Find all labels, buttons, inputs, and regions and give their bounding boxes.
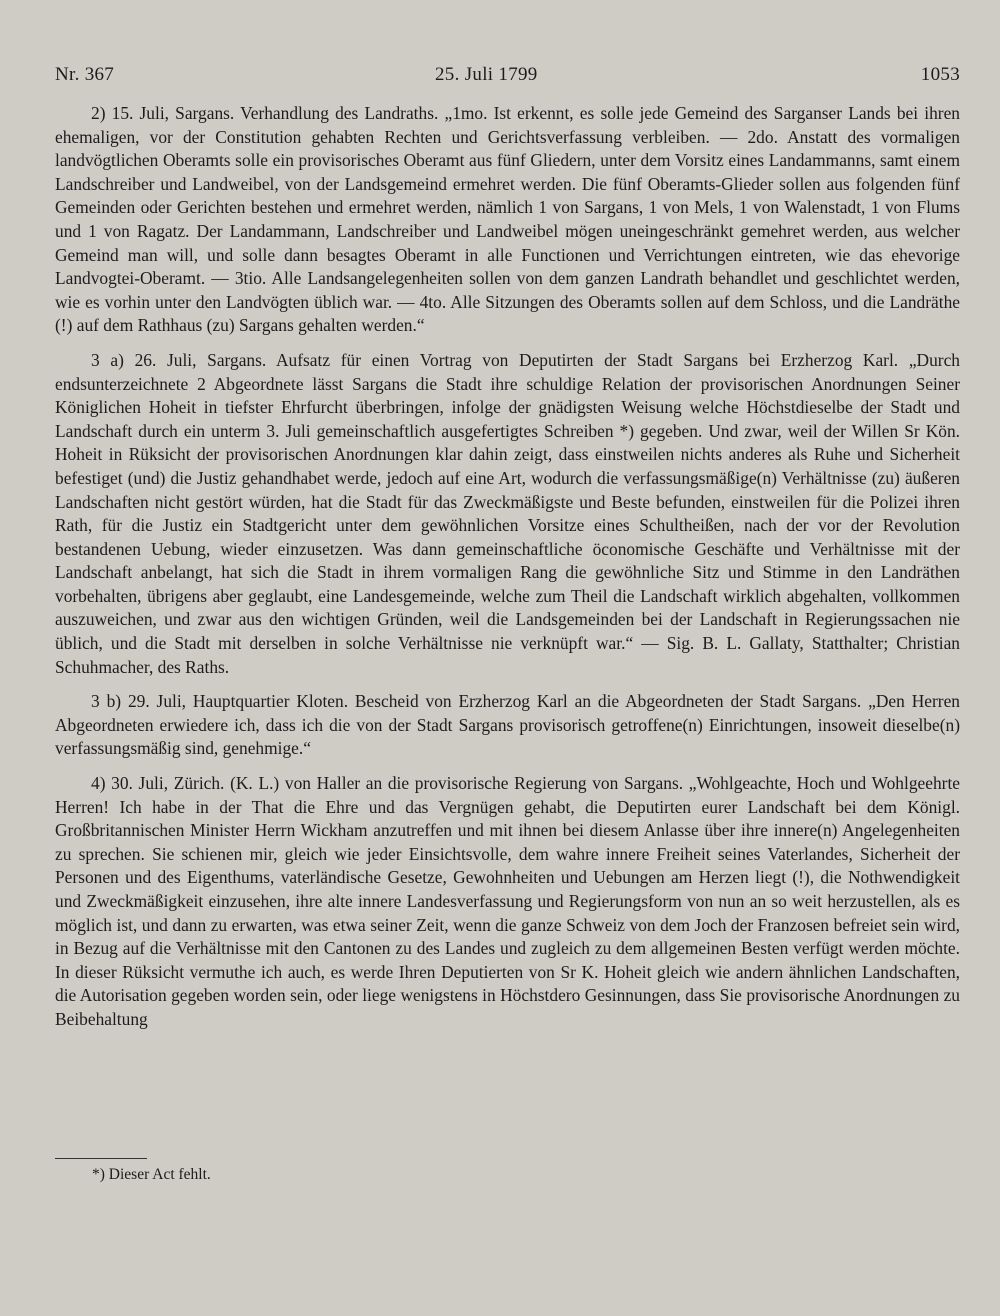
- page-number: 1053: [920, 64, 960, 85]
- header-date: 25. Juli 1799: [435, 64, 538, 85]
- paragraph: 4) 30. Juli, Zürich. (K. L.) von Haller an die provisorische Regierung von Sargans. „Wohlgeachte, Hoch und Wohlgeehrte Herren! Ich habe in der That die Ehre und das Vergnügen gehabt, die Deputirten eurer Landschaft bei dem Königl. Großbritannischen Minister Herrn Wickham anzutreffen und mit ihnen bei diesem Anlasse über ihre innere(n) Angelegenheiten zu sprechen. Sie schienen mir, gleich wie jeder Einsichtsvolle, dem wahre innere Freiheit seines Vaterlandes, Sicherheit der Personen und des Eigenthums, vaterländische Gesetze, Gewohnheiten und Uebungen am Herzen liegt (!), die Nothwendigkeit und Zweckmäßigkeit einzusehen, ihre alte innere Landesverfassung und Regierungsform von nun an so weit herzustellen, als es möglich ist, und dann zu erwarten, was etwa seiner Zeit, wenn die ganze Schweiz von dem Joch der Franzosen befreiet sein wird, in Bezug auf die Verhältnisse mit den Cantonen zu des Landes und zugleich zu dem allgemeinen Besten verfügt werden möchte. In dieser Rüksicht vermuthe ich auch, es werde Ihren Deputierten von Sr K. Hoheit gleich wie andern ähnlichen Landschaften, die Autorisation gegeben worden sein, oder liege wenigstens in Höchstdero Gesinnungen, dass Sie provisorische Anordnungen zu Beibehaltung: [55, 773, 960, 1029]
- paragraph: 2) 15. Juli, Sargans. Verhandlung des Landraths. „1mo. Ist erkennt, es solle jede Gemeind des Sarganser Lands bei ihren ehemaligen, vor der Constitution gehabten Rechten und Gerichtsverfassung verbleiben. — 2do. Anstatt des vormaligen landvögtlichen Oberamts solle ein provisorisches Oberamt aus fünf Gliedern, unter dem Vorsitz eines Landammanns, samt einem Landschreiber und Landweibel, von der Landsgemeind ermehret werden. Die fünf Oberamts-Glieder sollen aus folgenden fünf Gemeinden oder Gerichten bestehen und ermehret werden, nämlich 1 von Sargans, 1 von Mels, 1 von Walenstadt, 1 von Flums und 1 von Ragatz. Der Landammann, Landschreiber und Landweibel mögen uneingeschränkt gemehret werden, aus welcher Gemeind man will, und solle dann besagtes Oberamt in alle Functionen und Verrichtungen eintreten, wie das ehevorige Landvogtei-Oberamt. — 3tio. Alle Landsangelegenheiten sollen von dem ganzen Landrath behandlet und geschlichtet werden, wie es vorhin unter den Landvögten üblich war. — 4to. Alle Sitzungen des Oberamts sollen auf dem Schloss, und die Landräthe (!) auf dem Rathhaus (zu) Sargans gehalten werden.“: [55, 103, 960, 336]
- paragraph: 3 a) 26. Juli, Sargans. Aufsatz für einen Vortrag von Deputirten der Stadt Sargans bei Erzherzog Karl. „Durch endsunterzeichnete 2 Abgeordnete lässt Sargans die Stadt ihre schuldige Relation der provisorischen Anordnungen Seiner Königlichen Hoheit in tiefster Ehrfurcht überbringen, infolge der gnädigsten Weisung welche Höchstdieselbe der Stadt und Landschaft durch ein unterm 3. Juli gemeinschaftlich ausgefertigtes Schreiben *) gegeben. Und zwar, weil der Willen Sr Kön. Hoheit in Rüksicht der provisorischen Anordnungen klar dahin zeigt, dass einstweilen nichts anderes als Ruhe und Sicherheit befestiget (und) die Justiz gehandhabet werde, jedoch auf eine Art, wodurch die verfassungsmäßige(n) Verhältnisse (zu) äußeren Landschaften nicht gestört würden, hat die Stadt für das Zweckmäßigste und Beste befunden, einstweilen für die Polizei ihren Rath, für die Justiz ein Stadtgericht unter dem gewöhnlichen Vorsitze eines Schultheißen, nach der vor der Revolution bestandenen Uebung, wieder einzusetzen. Was dann gemeinschaftliche öconomische Geschäfte und Verhältnisse mit der Landschaft anbelangt, hat sich die Stadt in ihrem vormaligen Rang die gewöhnliche Sitz und Stimme in den Landräthen vorbehalten, übrigens aber geglaubt, eine Landesgemeinde, welche zum Theil die Landschaft wirklich abgehalten, vollkommen auszuweichen, und zwar aus den wichtigen Gründen, weil die Landsgemeinden bei der Landschaft in Regierungssachen nie üblich, und die Stadt mit derselben in solche Verhältnisse nie verknüpft war.“ — Sig. B. L. Gallaty, Statthalter; Christian Schuhmacher, des Raths.: [55, 349, 960, 677]
- footnote: *) Dieser Act fehlt.: [92, 1166, 211, 1183]
- running-header: [55, 64, 960, 92]
- body-text: [55, 102, 960, 1043]
- footnote-divider: [55, 1158, 147, 1159]
- paragraph: 3 b) 29. Juli, Hauptquartier Kloten. Bescheid von Erzherzog Karl an die Abgeordneten der Stadt Sargans. „Den Herren Abgeordneten erwiedere ich, dass ich die von der Stadt Sargans provisorisch getroffene(n) Einrichtungen, insoweit dieselbe(n) verfassungsmäßig sind, genehmige.“: [55, 691, 960, 759]
- document-number: Nr. 367: [55, 64, 115, 85]
